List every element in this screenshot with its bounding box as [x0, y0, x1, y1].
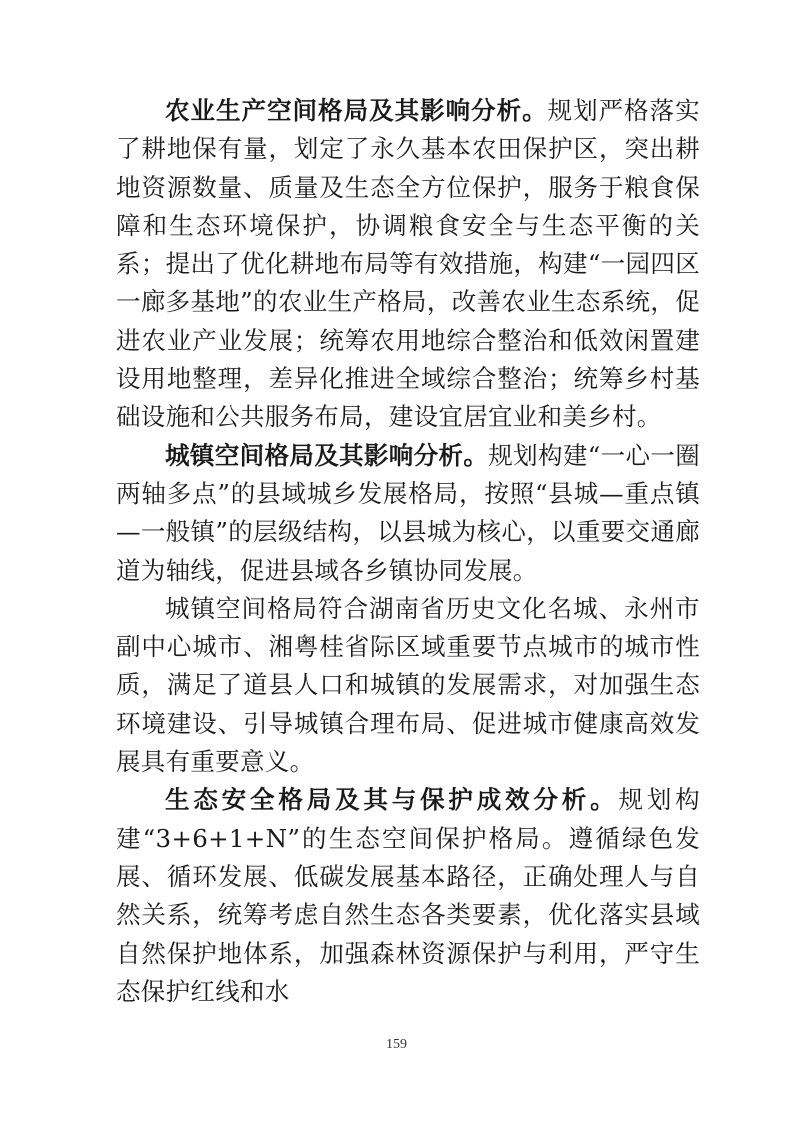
paragraph-agricultural-space [116, 92, 700, 437]
paragraph-heading: 城镇空间格局及其影响分析。 [165, 440, 489, 470]
paragraph-heading: 生态安全格局及其与保护成效分析。 [165, 785, 619, 815]
paragraph-text: 规划构建“3+6+1+N”的生态空间保护格局。遵循绿色发展、循环发展、低碳发展基本路径，正确处理人与自然关系，统筹考虑自然生态各类要素，优化落实县域自然保护地体系，加强森林资源保护与利用，严守生态保护红线和水 [116, 785, 700, 1006]
paragraph-heading: 农业生产空间格局及其影响分析。 [165, 96, 548, 125]
document-body [116, 92, 700, 1011]
paragraph-urban-space [116, 437, 700, 590]
paragraph-text: 规划构建“一心一圈两轴多点”的县域城乡发展格局，按照“县城—重点镇—一般镇”的层级结构，以县城为核心，以重要交通廊道为轴线，促进县域各乡镇协同发展。 [116, 440, 700, 585]
paragraph-ecological-security [116, 781, 700, 1011]
paragraph-urban-significance [116, 590, 700, 781]
paragraph-text: 城镇空间格局符合湖南省历史文化名城、永州市副中心城市、湘粤桂省际区域重要节点城市的城市性质，满足了道县人口和城镇的发展需求，对加强生态环境建设、引导城镇合理布局、促进城市健康高效发展具有重要意义。 [116, 593, 700, 777]
page-number: 159 [386, 1037, 407, 1052]
paragraph-text: 规划严格落实了耕地保有量，划定了永久基本农田保护区，突出耕地资源数量、质量及生态全方位保护，服务于粮食保障和生态环境保护，协调粮食安全与生态平衡的关系；提出了优化耕地布局等有效措施，构建“一园四区一廊多基地”的农业生产格局，改善农业生态系统，促进农业产业发展；统筹农用地综合整治和低效闲置建设用地整理，差异化推进全域综合整治；统筹乡村基础设施和公共服务布局，建设宜居宜业和美乡村。 [116, 96, 700, 432]
